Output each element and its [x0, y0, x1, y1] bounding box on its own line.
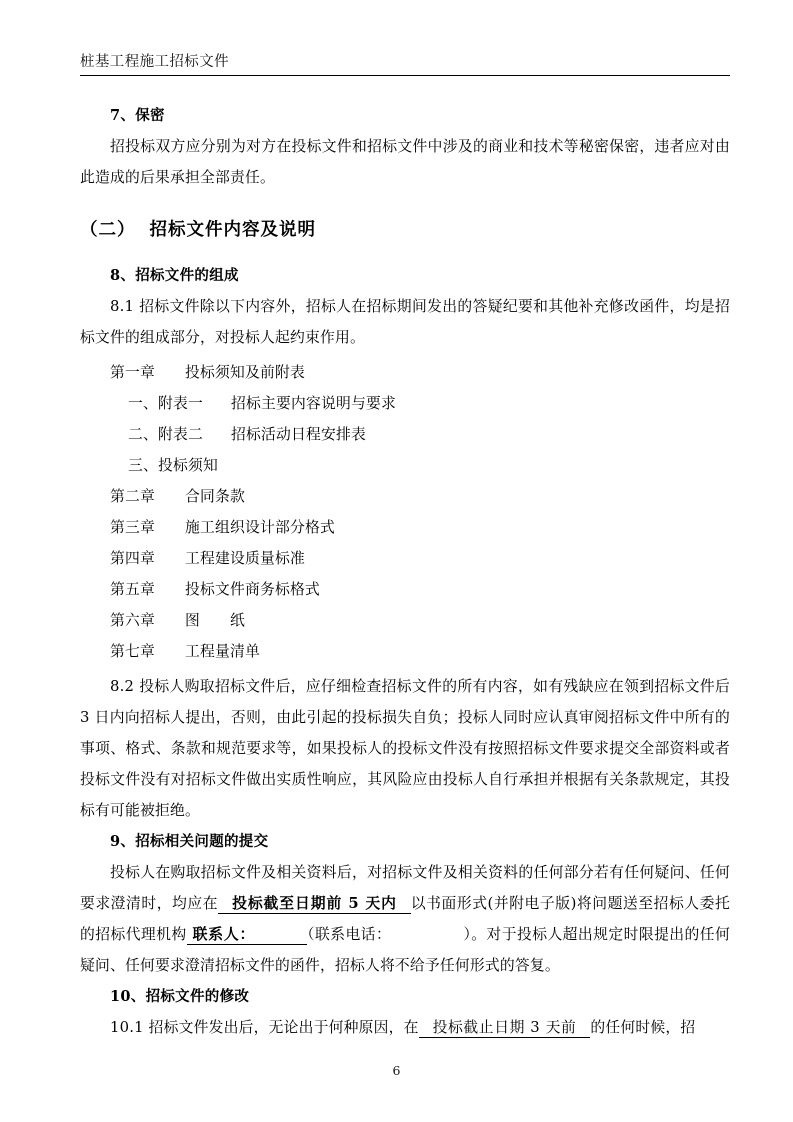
- chapter-item-title: 工程建设质量标准: [185, 550, 305, 567]
- heading-section-7: 7、保密: [110, 107, 165, 124]
- chapter-item-lead: 第六章: [110, 612, 155, 629]
- blank-contact-person[interactable]: 联系人：: [187, 926, 308, 945]
- running-header: 桩基工程施工招标文件: [80, 0, 730, 76]
- chapter-item-title: 合同条款: [185, 488, 245, 505]
- chapter-list-item: [80, 543, 730, 574]
- chapter-list-item: [80, 512, 730, 543]
- chapter-list-item: [80, 574, 730, 605]
- chapter-list-item: [80, 605, 730, 636]
- chapter-item-lead: 一、附表一: [128, 395, 203, 412]
- paragraph-10-text-2: 的任何时候，招: [590, 1019, 696, 1036]
- chapter-item-lead: 二、附表二: [128, 426, 203, 443]
- paragraph-9-text-4: ）。对于投标人超出规定时限提出的任何疑问、任何要求澄清招标文件的函件，招标人将不给予任何形式的答复。: [80, 926, 731, 974]
- chapter-list-item: [80, 388, 730, 419]
- page-content: [80, 0, 730, 1043]
- paragraph-10-1: [80, 1012, 730, 1043]
- chapter-item-title: 招标主要内容说明与要求: [231, 395, 396, 412]
- paragraph-9-text-1: 投标人在购取招标文件及相关资料后，对招标文件及相关资料的任何部分若有任何疑问、任何要求澄清时，均应在: [80, 864, 730, 912]
- chapter-item-title: 投标须知及前附表: [185, 364, 305, 381]
- paragraph-9-text-3: （联系电话：: [307, 926, 392, 943]
- chapter-item-title: 招标活动日程安排表: [231, 426, 366, 443]
- chapter-item-lead: 三、投标须知: [128, 457, 218, 474]
- paragraph-8-1: 8.1 招标文件除以下内容外，招标人在招标期间发出的答疑纪要和其他补充修改函件，均是招标文件的组成部分，对投标人起约束作用。: [80, 298, 730, 346]
- chapter-item-lead: 第一章: [110, 364, 155, 381]
- chapter-item-lead: 第五章: [110, 581, 155, 598]
- chapter-list-item: [80, 636, 730, 667]
- chapter-item-title: 图 纸: [185, 612, 245, 629]
- heading-section-10: 10、招标文件的修改: [110, 988, 250, 1005]
- chapter-list-item: [80, 450, 730, 481]
- chapter-item-title: 施工组织设计部分格式: [185, 519, 335, 536]
- chapter-item-title: 工程量清单: [185, 643, 260, 660]
- chapter-item-lead: 第四章: [110, 550, 155, 567]
- paragraph-section-9-body: [80, 857, 730, 981]
- heading-section-8: 8、招标文件的组成: [110, 267, 239, 284]
- chapter-item-title: 投标文件商务标格式: [185, 581, 320, 598]
- part-two-title: 招标文件内容及说明: [149, 220, 316, 240]
- chapter-list-item: [80, 419, 730, 450]
- paragraph-section-7-body: 招投标双方应分别为对方在投标文件和招标文件中涉及的商业和技术等秘密保密，违者应对由此造成的后果承担全部责任。: [80, 138, 730, 186]
- chapter-item-lead: 第三章: [110, 519, 155, 536]
- chapter-list-item: [80, 481, 730, 512]
- part-two-label: （二）: [80, 220, 136, 240]
- blank-modify-deadline[interactable]: 投标截止日期 3 天前: [419, 1019, 591, 1038]
- paragraph-9-text-2: 以书面形式(并附电子版)将问题送至招标人委托的招标代理机构: [80, 895, 730, 943]
- heading-part-two: [80, 215, 730, 246]
- spacer: [80, 76, 730, 100]
- chapter-list: [80, 357, 730, 667]
- chapter-list-item: [80, 357, 730, 388]
- chapter-item-lead: 第七章: [110, 643, 155, 660]
- chapter-item-lead: 第二章: [110, 488, 155, 505]
- blank-question-deadline[interactable]: 投标截至日期前 5 天内: [218, 895, 411, 914]
- paragraph-8-2: 8.2 投标人购取招标文件后，应仔细检查招标文件的所有内容，如有残缺应在领到招标文件后 3 日内向招标人提出，否则，由此引起的投标损失自负；投标人同时应认真审阅招标文件中所有的事项、格式、条款和规范要求等，如果投标人的投标文件没有按照招标文件要求提交全部资料或者投标文件没有对招标文件做出实质性响应，其风险应由投标人自行承担并根据有关条款规定，其投标有可能被拒绝。: [80, 678, 730, 819]
- page-number-footer: 6: [392, 1063, 401, 1078]
- paragraph-10-text-1: 10.1 招标文件发出后，无论出于何种原因，在: [110, 1019, 419, 1036]
- heading-section-9: 9、招标相关问题的提交: [110, 833, 269, 850]
